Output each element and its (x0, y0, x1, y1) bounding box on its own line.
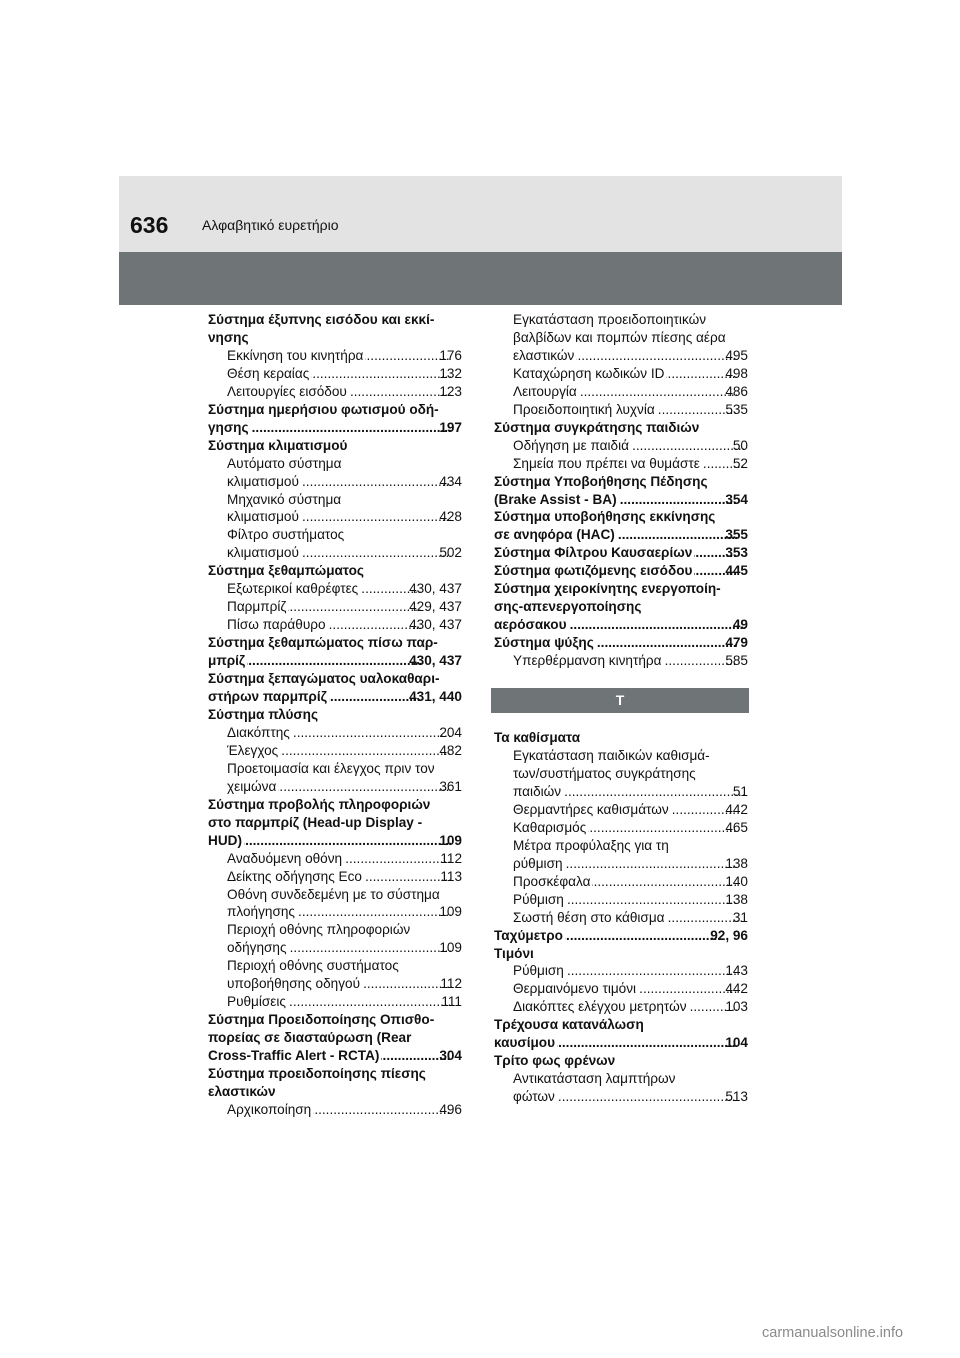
entry-text: γησης (208, 419, 249, 435)
page-ref: 51 (732, 783, 748, 799)
entry-text: (Brake Assist - BA) (494, 491, 617, 507)
entry-text: Σύστημα πλύσης (208, 706, 319, 722)
index-entry (494, 634, 748, 652)
entry-text: Σύστημα φωτιζόμενης εισόδου (494, 563, 693, 579)
entry-text: σε ανηφόρα (HAC) (494, 527, 615, 543)
dot-leader (364, 868, 452, 886)
page-ref: 434 (439, 473, 462, 489)
entry-text: Προσκέφαλα (513, 873, 591, 889)
entry-line (227, 544, 462, 562)
entry-text: Σύστημα υποβοήθησης εκκίνησης (494, 509, 716, 525)
page-ref: 92, 96 (710, 927, 748, 943)
index-subentry (494, 837, 748, 873)
page-ref: 486 (725, 383, 748, 399)
entry-text: Σύστημα συγκράτησης παιδιών (494, 419, 700, 435)
entry-text: Σύστημα ξεπαγώματος υαλοκαθαρι- (208, 671, 440, 687)
index-subentry (208, 868, 462, 886)
entry-line (227, 778, 462, 796)
page-ref: 140 (725, 873, 748, 889)
dot-leader (617, 526, 737, 544)
index-subentry (208, 347, 462, 365)
index-subentry (208, 526, 462, 562)
dot-leader (278, 778, 451, 796)
page-number: 636 (130, 212, 169, 238)
entry-text: Ρύθμιση (513, 963, 564, 979)
page-ref: 103 (725, 999, 748, 1015)
index-entry (494, 927, 748, 945)
entry-text: ρύθμιση (513, 855, 563, 871)
index-subentry (494, 801, 748, 819)
index-entry (208, 706, 462, 724)
entry-text: χειμώνα (227, 778, 277, 794)
entry-text: φώτων (513, 1089, 555, 1105)
entry-text: Σύστημα Προειδοποίησης Οπισθο- (208, 1012, 435, 1028)
entry-text: παιδιών (513, 783, 562, 799)
dot-leader (563, 783, 745, 801)
entry-text: Εκκίνηση του κινητήρα (227, 347, 364, 363)
entry-text: Λειτουργία (513, 383, 577, 399)
index-subentry (494, 891, 748, 909)
entry-line (227, 580, 462, 598)
index-subentry (208, 491, 462, 527)
entry-line (227, 742, 462, 760)
entry-line (513, 383, 748, 401)
index-entry (494, 419, 748, 437)
dot-leader (329, 688, 421, 706)
index-subentry (494, 401, 748, 419)
entry-line (494, 526, 748, 544)
entry-text: μπρίζ (208, 653, 246, 669)
page-ref: 430, 437 (409, 617, 462, 633)
dot-leader (557, 1088, 737, 1106)
page-ref: 138 (725, 855, 748, 871)
dot-leader (592, 873, 737, 891)
index-subentry (494, 437, 748, 455)
header-band (119, 176, 842, 252)
entry-line (494, 616, 748, 634)
index-entry (494, 945, 748, 963)
page-ref: 585 (725, 653, 748, 669)
entry-text: Σύστημα κλιματισμού (208, 437, 348, 453)
entry-line (227, 508, 462, 526)
entry-text: Λειτουργίες εισόδου (227, 383, 347, 399)
index-entry (208, 1065, 462, 1101)
entry-line (494, 634, 748, 652)
entry-line (227, 598, 462, 616)
entry-text: Σωστή θέση στο κάθισμα (513, 909, 665, 925)
header-dark-band (119, 252, 842, 305)
index-subentry (494, 1070, 748, 1106)
entry-text: Τα καθίσματα (494, 730, 581, 746)
entry-text: Σημεία που πρέπει να θυμάστε (513, 455, 700, 471)
dot-leader (288, 993, 453, 1011)
dot-leader (569, 616, 745, 634)
page-ref: 113 (440, 868, 462, 884)
dot-leader (301, 544, 451, 562)
dot-leader (328, 616, 422, 634)
entry-text: Προετοιμασία και έλεγχος πριν τον (227, 760, 435, 776)
entry-line (208, 1047, 462, 1065)
entry-line (513, 401, 748, 419)
page-ref: 109 (439, 940, 462, 956)
page-ref: 502 (439, 545, 462, 561)
index-subentry (208, 580, 462, 598)
watermark: carmanualsonline.info (762, 1325, 904, 1341)
entry-line (227, 383, 462, 401)
index-group-s-continued (494, 311, 748, 670)
entry-text: βαλβίδων και πομπών πίεσης αέρα (513, 329, 726, 345)
entry-text: Τρίτο φως φρένων (494, 1053, 616, 1069)
entry-text: Αναδυόμενη οθόνη (227, 850, 343, 866)
entry-text: Φίλτρο συστήματος (227, 527, 345, 543)
entry-line (208, 688, 462, 706)
dot-leader (588, 819, 737, 837)
dot-leader (280, 742, 451, 760)
entry-text: Οθόνη συνδεδεμένη με το σύστημα (227, 886, 440, 902)
entry-text: κλιματισμού (227, 473, 299, 489)
dot-leader (638, 980, 737, 998)
entry-text: Σύστημα ξεθαμπώματος πίσω παρ- (208, 635, 438, 651)
page-ref: 495 (725, 347, 748, 363)
entry-text: Καταχώρηση κωδικών ID (513, 365, 665, 381)
page-ref: 112 (440, 976, 462, 992)
index-entry (494, 1016, 748, 1052)
index-subentry (208, 760, 462, 796)
entry-text: Αρχικοποίηση (227, 1101, 312, 1117)
entry-text: Περιοχή οθόνης συστήματος (227, 958, 399, 974)
index-subentry (494, 980, 748, 998)
entry-text: Αυτόματο σύστημα (227, 455, 342, 471)
entry-line (513, 365, 748, 383)
entry-text: Έλεγχος (227, 742, 279, 758)
index-subentry (494, 819, 748, 837)
entry-line (227, 903, 462, 921)
entry-text: Σύστημα Υποβοήθησης Πέδησης (494, 473, 708, 489)
index-subentry (208, 850, 462, 868)
entry-line (513, 962, 748, 980)
entry-text: υποβοήθησης οδηγού (227, 976, 360, 992)
page-ref: 132 (439, 365, 462, 381)
entry-text: Θερμαινόμενο τιμόνι (513, 981, 637, 997)
index-subentry (494, 962, 748, 980)
page-ref: 445 (725, 563, 748, 579)
index-entry (494, 1052, 748, 1070)
entry-text: κλιματισμού (227, 509, 299, 525)
entry-text: Υπερθέρμανση κινητήρα (513, 653, 662, 669)
entry-line (513, 891, 748, 909)
index-entry (494, 508, 748, 544)
entry-text: Δείκτης οδήγησης Eco (227, 868, 362, 884)
dot-leader (288, 598, 421, 616)
page-ref: 430, 437 (409, 581, 462, 597)
dot-leader (565, 855, 738, 873)
page-ref: 428 (439, 509, 462, 525)
entry-line (513, 909, 748, 927)
entry-text: Διακόπτες ελέγχου μετρητών (513, 999, 687, 1015)
entry-line (227, 365, 462, 383)
entry-text: νησης (208, 329, 249, 345)
index-entry (494, 473, 748, 509)
page-ref: 31 (732, 909, 748, 925)
entry-line (494, 562, 748, 580)
dot-leader (565, 927, 722, 945)
entry-text: Σύστημα χειροκίνητης ενεργοποίη- (494, 581, 721, 597)
page-ref: 52 (732, 455, 748, 471)
page-ref: 143 (725, 963, 748, 979)
entry-text: πλοήγησης (227, 904, 295, 920)
page-ref: 123 (439, 383, 462, 399)
index-entry (208, 311, 462, 347)
dot-leader (244, 832, 451, 850)
index-subentry (208, 598, 462, 616)
page-ref: 304 (439, 1048, 462, 1064)
index-subentry (494, 365, 748, 383)
entry-line (513, 980, 748, 998)
entry-line (208, 419, 462, 437)
entry-text: ελαστικών (208, 1083, 276, 1099)
entry-line (227, 1101, 462, 1119)
page-ref: 429, 437 (409, 599, 462, 615)
entry-line (513, 819, 748, 837)
page-ref: 496 (439, 1101, 462, 1117)
dot-leader (301, 473, 451, 491)
entry-text: Παρμπρίζ (227, 599, 287, 615)
index-column-right (494, 311, 748, 1106)
entry-text: Σύστημα ξεθαμπώματος (208, 563, 364, 579)
page-ref: 204 (439, 724, 462, 740)
index-subentry (494, 652, 748, 670)
dot-leader (362, 975, 452, 993)
page-ref: 176 (439, 347, 462, 363)
entry-line (513, 347, 748, 365)
entry-text: Καθαρισμός (513, 819, 587, 835)
entry-text: των/συστήματος συγκράτησης (513, 765, 696, 781)
dot-leader (297, 903, 451, 921)
index-entry (494, 562, 748, 580)
section-title: Αλφαβητικό ευρετήριο (202, 217, 339, 233)
dot-leader (596, 634, 738, 652)
index-entry (208, 562, 462, 580)
entry-text: HUD) (208, 832, 242, 848)
dot-leader (313, 1101, 451, 1119)
entry-line (227, 347, 462, 365)
entry-text: Τιμόνι (494, 945, 534, 961)
index-entry (208, 796, 462, 850)
entry-text: Προειδοποιητική λυχνία (513, 401, 655, 417)
index-subentry (494, 311, 748, 365)
entry-line (513, 801, 748, 819)
dot-leader (292, 724, 451, 742)
entry-text: Ρύθμιση (513, 891, 564, 907)
entry-text: οδήγησης (227, 940, 287, 956)
entry-text: Πίσω παράθυρο (227, 617, 326, 633)
dot-leader (349, 383, 451, 401)
entry-line (494, 544, 748, 562)
page-ref: 353 (725, 545, 748, 561)
index-subentry (208, 1101, 462, 1119)
dot-leader (566, 962, 737, 980)
entry-text: Σύστημα ημερήσιου φωτισμού οδή- (208, 401, 439, 417)
entry-text: Cross-Traffic Alert - RCTA) (208, 1048, 380, 1064)
entry-line (513, 855, 748, 873)
dot-leader (344, 850, 452, 868)
entry-line (227, 724, 462, 742)
entry-line (227, 616, 462, 634)
page-ref: 50 (732, 437, 748, 453)
entry-line (227, 993, 462, 1011)
entry-text: Εγκατάσταση παιδικών καθισμά- (513, 748, 710, 764)
page-ref: 442 (725, 801, 748, 817)
index-entry (208, 401, 462, 437)
entry-text: Εξωτερικοί καθρέφτες (227, 581, 359, 597)
letter-heading (491, 688, 749, 713)
entry-line (513, 783, 748, 801)
index-entry (208, 1011, 462, 1065)
page-ref: 49 (732, 617, 748, 633)
index-entry (494, 729, 748, 747)
index-entry (208, 634, 462, 670)
page-ref: 465 (725, 819, 748, 835)
entry-text: Οδήγηση με παιδιά (513, 437, 629, 453)
entry-text: πορείας σε διασταύρωση (Rear (208, 1030, 412, 1046)
entry-text: Περιοχή οθόνης πληροφοριών (227, 922, 411, 938)
entry-text: Εγκατάσταση προειδοποιητικών (513, 312, 706, 327)
dot-leader (566, 891, 737, 909)
page-ref: 430, 437 (409, 653, 462, 669)
page-ref: 498 (725, 365, 748, 381)
dot-leader (557, 1034, 737, 1052)
entry-line (227, 850, 462, 868)
page-ref: 442 (725, 981, 748, 997)
entry-text: στήρων παρμπρίζ (208, 689, 327, 705)
index-subentry (208, 724, 462, 742)
dot-leader (311, 365, 451, 383)
entry-text: Αντικατάσταση λαμπτήρων (513, 1071, 676, 1087)
index-subentry (494, 747, 748, 801)
entry-line (513, 652, 748, 670)
entry-line (513, 437, 748, 455)
entry-line (513, 873, 748, 891)
page-ref: 109 (439, 832, 462, 848)
page-ref: 111 (441, 994, 462, 1010)
index-subentry (208, 455, 462, 491)
dot-leader (579, 383, 738, 401)
index-subentry (494, 455, 748, 473)
entry-text: Θερμαντήρες καθισμάτων (513, 801, 669, 817)
dot-leader (576, 347, 737, 365)
index-entry (208, 670, 462, 706)
dot-leader (251, 419, 452, 437)
dot-leader (301, 508, 451, 526)
entry-line (208, 832, 462, 850)
entry-text: Σύστημα έξυπνης εισόδου και εκκί- (208, 312, 435, 327)
index-entry (494, 544, 748, 562)
letter-heading-text: Τ (615, 691, 625, 708)
dot-leader (619, 491, 738, 509)
index-subentry (208, 742, 462, 760)
index-group-t (494, 729, 748, 1106)
entry-line (227, 868, 462, 886)
entry-line (513, 998, 748, 1016)
index-column-left (208, 311, 462, 1119)
entry-text: Σύστημα προβολής πληροφοριών (208, 796, 431, 812)
index-subentry (494, 909, 748, 927)
entry-text: Σύστημα προειδοποίησης πίεσης (208, 1066, 426, 1082)
entry-line (208, 652, 462, 670)
entry-text: σης-απενεργοποίησης (494, 599, 642, 615)
entry-text: αερόσακου (494, 617, 567, 633)
entry-text: καυσίμου (494, 1035, 556, 1051)
page-ref: 479 (725, 635, 748, 651)
entry-text: Σύστημα ψύξης (494, 635, 594, 651)
index-entry (494, 580, 748, 634)
dot-leader (631, 437, 745, 455)
index-subentry (208, 383, 462, 401)
index-subentry (494, 873, 748, 891)
index-subentry (208, 993, 462, 1011)
entry-line (494, 927, 748, 945)
dot-leader (247, 652, 421, 670)
entry-text: ελαστικών (513, 347, 575, 363)
page-ref: 109 (439, 904, 462, 920)
entry-text: κλιματισμού (227, 545, 299, 561)
entry-text: στο παρμπρίζ (Head-up Display - (208, 814, 423, 830)
entry-text: Ταχύμετρο (494, 927, 563, 943)
index-subentry (208, 365, 462, 383)
page-ref: 482 (439, 742, 462, 758)
dot-leader (289, 939, 452, 957)
page-ref: 354 (725, 491, 748, 507)
page-ref: 104 (725, 1035, 748, 1051)
entry-text: Μέτρα προφύλαξης για τη (513, 837, 669, 853)
index-subentry (208, 886, 462, 922)
page-ref: 355 (725, 527, 748, 543)
page-ref: 513 (725, 1089, 748, 1105)
entry-line (227, 473, 462, 491)
page-ref: 112 (440, 850, 462, 866)
page-ref: 361 (439, 778, 462, 794)
page-ref: 535 (725, 401, 748, 417)
entry-line (494, 491, 748, 509)
page-ref: 197 (439, 419, 462, 435)
index-entry (208, 437, 462, 455)
entry-line (227, 975, 462, 993)
entry-line (513, 1088, 748, 1106)
entry-text: Τρέχουσα κατανάλωση (494, 1017, 644, 1033)
entry-text: Ρυθμίσεις (227, 994, 286, 1010)
entry-line (494, 1034, 748, 1052)
entry-line (227, 939, 462, 957)
entry-line (513, 455, 748, 473)
index-subentry (494, 998, 748, 1016)
entry-text: Σύστημα Φίλτρου Καυσαερίων (494, 545, 693, 561)
index-subentry (494, 383, 748, 401)
index-subentry (208, 957, 462, 993)
entry-text: Διακόπτης (227, 724, 290, 740)
entry-text: Μηχανικό σύστημα (227, 491, 342, 507)
entry-text: Θέση κεραίας (227, 365, 310, 381)
page-ref: 138 (725, 891, 748, 907)
index-subentry (208, 921, 462, 957)
page-ref: 431, 440 (409, 689, 462, 705)
index-subentry (208, 616, 462, 634)
